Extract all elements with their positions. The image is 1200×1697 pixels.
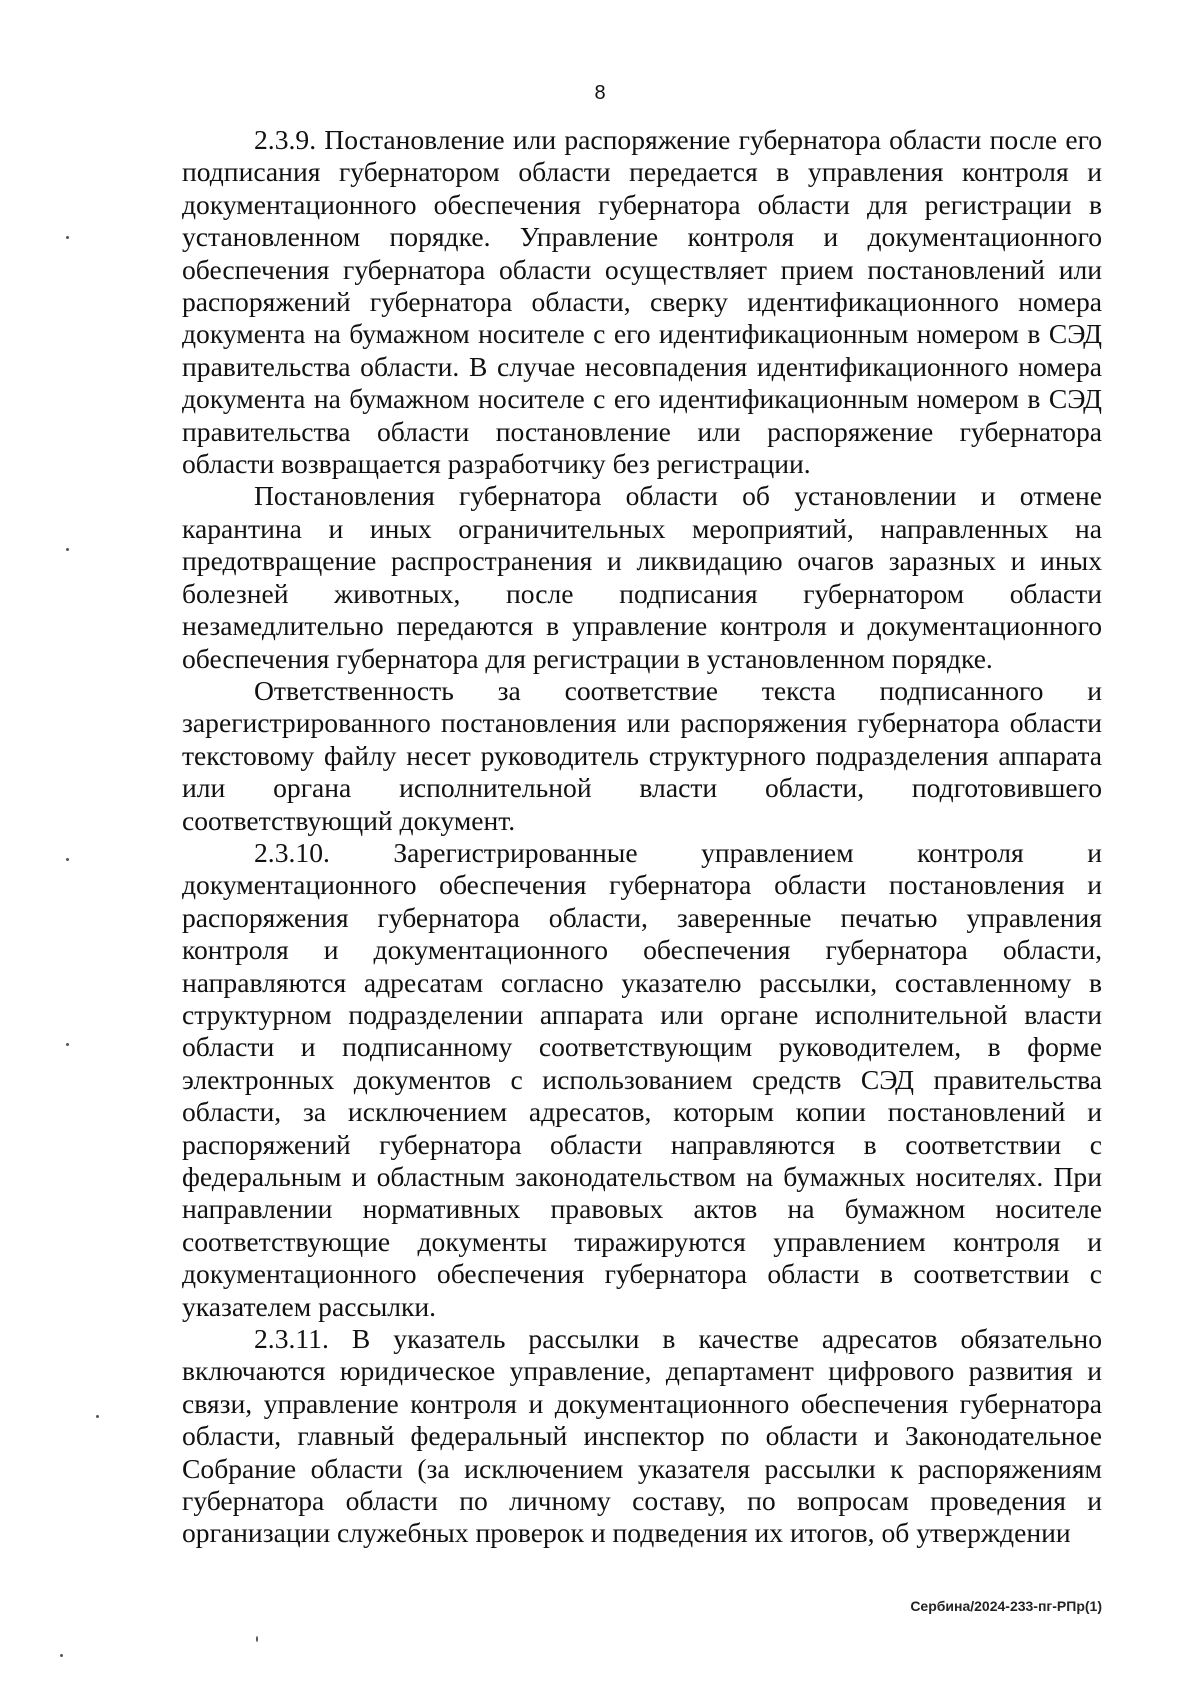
scan-speck bbox=[66, 236, 69, 239]
scan-speck bbox=[66, 858, 69, 861]
scan-speck bbox=[256, 1636, 258, 1642]
document-body bbox=[182, 124, 1102, 1550]
scan-speck bbox=[66, 1043, 69, 1046]
paragraph-2-3-10: 2.3.10. Зарегистрированные управлением контроля и документационного обеспечения губернатора области постановления и распоряжения губернатора области, заверенные печатью управления контроля и документационного обеспечения губернатора области, направляются адресатам согласно указателю рассылки, составленному в структурном подразделении аппарата или органе исполнительной власти области и подписанному соответствующим руководителем, в форме электронных документов с использованием средств СЭД правительства области, за исключением адресатов, которым копии постановлений и распоряжений губернатора области направляются в соответствии с федеральным и областным законодательством на бумажных носителях. При направлении нормативных правовых актов на бумажном носителе соответствующие документы тиражируются управлением контроля и документационного обеспечения губернатора области в соответствии с указателем рассылки. bbox=[182, 836, 1102, 1322]
paragraph-responsibility: Ответственность за соответствие текста подписанного и зарегистрированного постановления или распоряжения губернатора области текстовому файлу несет руководитель структурного подразделения аппарата или органа исполнительной власти области, подготовившего соответствующий документ. bbox=[182, 674, 1102, 836]
scan-speck bbox=[66, 548, 69, 551]
document-code: Сербина/2024-233-пг-РПр(1) bbox=[910, 1598, 1102, 1614]
scan-speck bbox=[96, 1415, 99, 1418]
paragraph-2-3-11: 2.3.11. В указатель рассылки в качестве адресатов обязательно включаются юридическое управление, департамент цифрового развития и связи, управление контроля и документационного обеспечения губернатора области, главный федеральный инспектор по области и Законодательное Собрание области (за исключением указателя рассылки к распоряжениям губернатора области по личному составу, по вопросам проведения и организации служебных проверок и подведения их итогов, об утверждении bbox=[182, 1323, 1102, 1549]
paragraph-quarantine: Постановления губернатора области об установлении и отмене карантина и иных ограничительных мероприятий, направленных на предотвращение распространения и ликвидацию очагов заразных и иных болезней животных, после подписания губернатором области незамедлительно передаются в управление контроля и документационного обеспечения губернатора для регистрации в установленном порядке. bbox=[182, 480, 1102, 674]
paragraph-2-3-9: 2.3.9. Постановление или распоряжение губернатора области после его подписания губернатором области передается в управления контроля и документационного обеспечения губернатора области для регистрации в установленном порядке. Управление контроля и документационного обеспечения губернатора области осуществляет прием постановлений или распоряжений губернатора области, сверку идентификационного номера документа на бумажном носителе с его идентификационным номером в СЭД правительства области. В случае несовпадения идентификационного номера документа на бумажном носителе с его идентификационным номером в СЭД правительства области постановление или распоряжение губернатора области возвращается разработчику без регистрации. bbox=[182, 124, 1102, 480]
scan-speck bbox=[60, 1654, 63, 1657]
page-number: 8 bbox=[594, 82, 606, 104]
